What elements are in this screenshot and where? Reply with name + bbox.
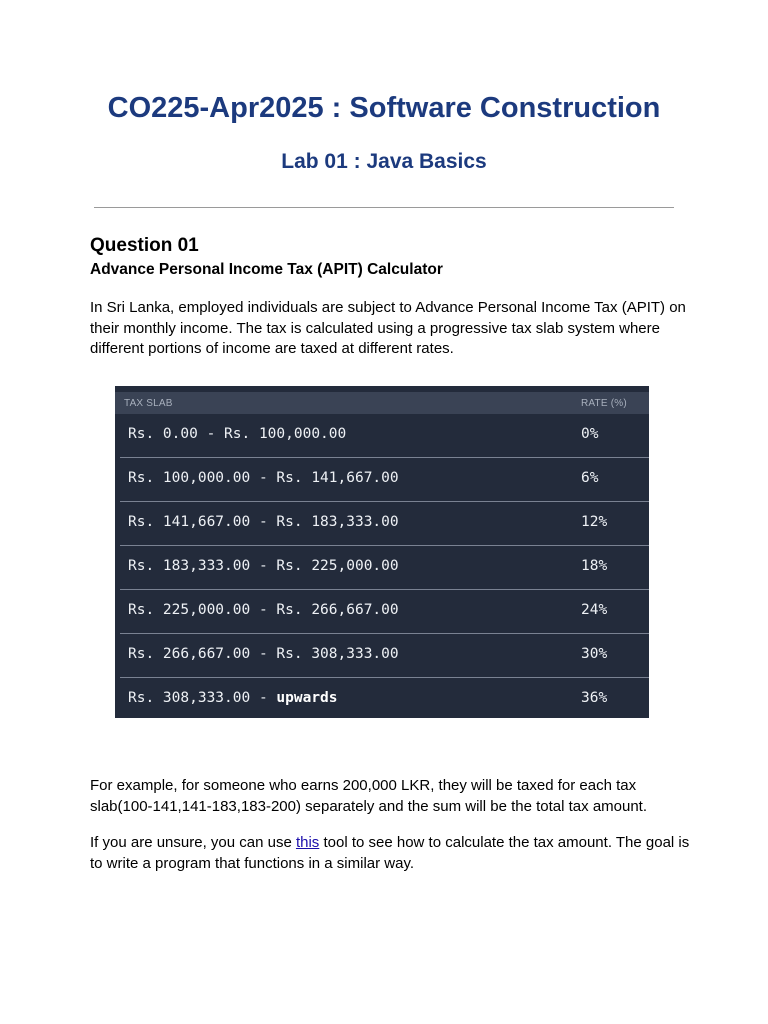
slab-cell: Rs. 141,667.00 - Rs. 183,333.00 <box>128 514 399 530</box>
slab-cell: Rs. 0.00 - Rs. 100,000.00 <box>128 426 347 442</box>
rate-cell: 6% <box>581 470 599 486</box>
slab-cell: Rs. 266,667.00 - Rs. 308,333.00 <box>128 646 399 662</box>
slab-cell: Rs. 183,333.00 - Rs. 225,000.00 <box>128 558 399 574</box>
tool-paragraph <box>90 833 694 874</box>
rate-cell: 24% <box>581 602 608 618</box>
header-tax-slab: TAX SLAB <box>124 398 173 409</box>
tool-text-before: If you are unsure, you can use <box>90 834 296 851</box>
slab-upwards-text: upwards <box>276 690 338 706</box>
rate-cell: 30% <box>581 646 608 662</box>
intro-paragraph: In Sri Lanka, employed individuals are subject to Advance Personal Income Tax (APIT) on their monthly income. The tax is calculated using a progressive tax slab system where different portions of income are taxed at different rates. <box>90 299 686 357</box>
tool-text-after: tool to see how to calculate the tax amount. The goal is to write a program that functions in a similar way. <box>90 834 694 872</box>
rate-cell: 0% <box>581 426 599 442</box>
page-title: CO225-Apr2025 : Software Construction <box>107 92 661 124</box>
lab-subtitle: Lab 01 : Java Basics <box>281 150 487 173</box>
slab-cell: Rs. 100,000.00 - Rs. 141,667.00 <box>128 470 399 486</box>
rate-cell: 18% <box>581 558 608 574</box>
slab-cell <box>128 690 338 706</box>
tool-link[interactable]: this <box>295 834 320 851</box>
tax-table-header <box>115 392 649 414</box>
table-row <box>120 678 649 721</box>
table-row <box>120 634 649 678</box>
horizontal-divider <box>94 207 674 208</box>
table-row <box>120 458 649 502</box>
question-heading: Question 01 <box>90 235 199 256</box>
rate-cell: 36% <box>581 690 608 706</box>
table-row <box>120 414 649 458</box>
slab-prefix: Rs. 308,333.00 - <box>128 690 277 706</box>
question-subheading: Advance Personal Income Tax (APIT) Calculator <box>90 261 443 278</box>
table-row <box>120 502 649 546</box>
rate-cell: 12% <box>581 514 608 530</box>
example-paragraph: For example, for someone who earns 200,000 LKR, they will be taxed for each tax slab(100-141,141-183,183-200) separately and the sum will be the total tax amount. <box>90 777 648 815</box>
table-row <box>120 590 649 634</box>
tax-slab-table <box>115 386 649 718</box>
slab-cell: Rs. 225,000.00 - Rs. 266,667.00 <box>128 602 399 618</box>
header-rate: RATE (%) <box>581 398 627 409</box>
table-row <box>120 546 649 590</box>
